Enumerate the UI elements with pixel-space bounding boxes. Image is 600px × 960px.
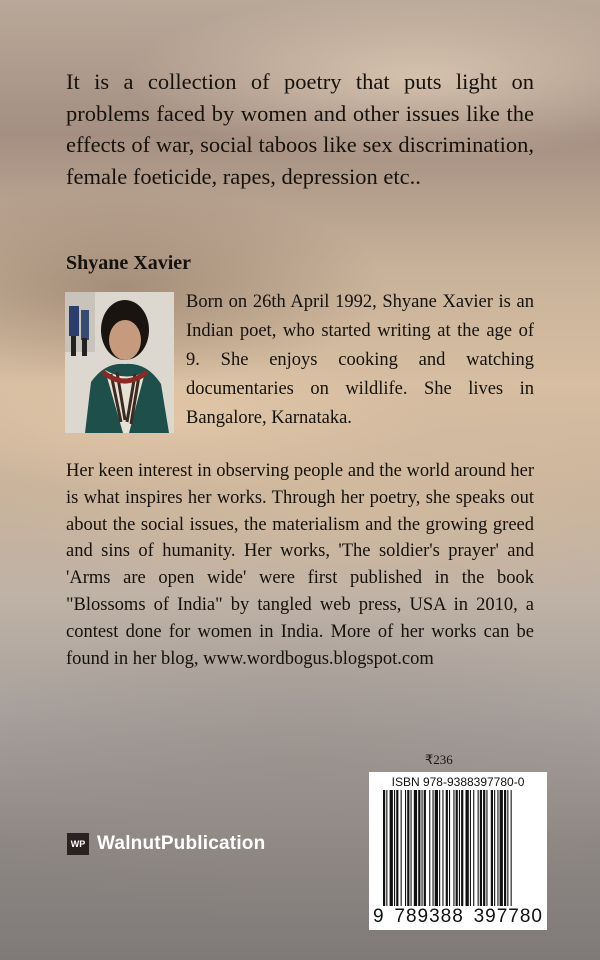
author-interest-paragraph: Her keen interest in observing people and the world around her is what inspires her works. Through her poetry, she speaks out about the social issues, the materialism and the growing greed and sins of humanity. Her works, 'The soldier's prayer' and 'Arms are open wide' were first published in the book "Blossoms of India" by tangled web press, USA in 2010, a contest done for women in India. More of her works can be found in her blog, www.wordbogus.blogspot.com xyxy=(66,461,534,669)
back-cover-blurb: It is a collection of poetry that puts light on problems faced by women and other issues like the effects of war, social taboos like sex discrimination, female foeticide, rapes, depression etc.. xyxy=(66,69,534,189)
publisher-logo-icon: WP xyxy=(67,833,89,855)
author-name: Shyane Xavier xyxy=(66,252,191,274)
barcode-digits xyxy=(373,906,543,928)
author-bio: Born on 26th April 1992, Shyane Xavier is an Indian poet, who started writing at the age of 9. She enjoys cooking and watching documentaries on wildlife. She lives in Bangalore, Karnataka. xyxy=(186,292,534,428)
author-photo xyxy=(65,292,174,433)
publisher-branding xyxy=(67,833,265,855)
price-label: ₹236 xyxy=(425,752,453,767)
publisher-name: WalnutPublication xyxy=(97,833,266,854)
barcode-digit-group-2: 397780 xyxy=(473,906,543,927)
isbn-text: ISBN 978-9388397780-0 xyxy=(391,775,525,789)
barcode-bars xyxy=(375,790,541,906)
barcode-digit-group-1: 789388 xyxy=(394,906,464,927)
isbn-barcode xyxy=(369,772,547,930)
barcode-digit-prefix: 9 xyxy=(373,906,385,927)
